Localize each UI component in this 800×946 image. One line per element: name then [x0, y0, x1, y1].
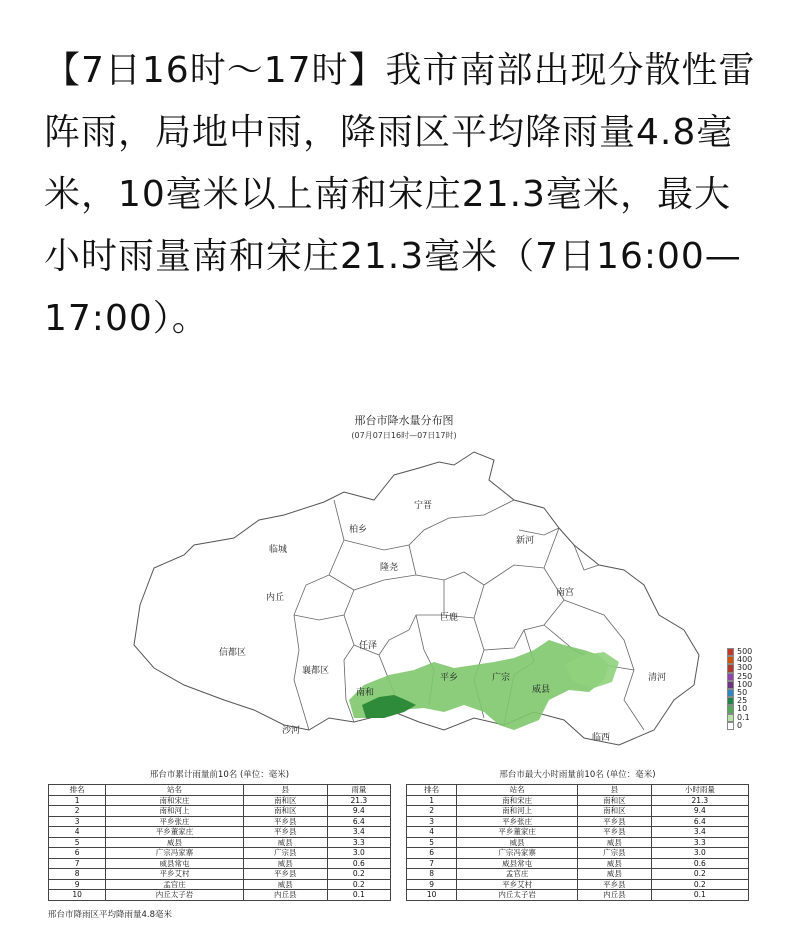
- hourly-table-title: 邢台市最大小时雨量前10名 (单位：毫米): [499, 770, 656, 780]
- table-header-row: [407, 785, 749, 796]
- table-row: [49, 816, 391, 827]
- table-cell: 平乡张庄: [106, 816, 244, 827]
- table-cell: 5: [407, 837, 457, 848]
- label-qinghe: 清河: [648, 673, 667, 683]
- legend-swatch: [727, 664, 734, 672]
- table-cell: 威县: [106, 837, 244, 848]
- table-cell: 威县: [457, 837, 578, 848]
- table-cell: 10: [407, 890, 457, 901]
- label-nanhe: 南和: [356, 688, 375, 698]
- table-cell: 21.3: [651, 795, 748, 806]
- table-header-cell: 县: [577, 785, 651, 796]
- table-cell: 平乡县: [243, 869, 327, 880]
- table-row: [49, 890, 391, 901]
- table-cell: 平乡张庄: [457, 816, 578, 827]
- table-cell: 4: [49, 827, 106, 838]
- table-cell: 南和河上: [106, 806, 244, 817]
- legend-row: [727, 722, 767, 730]
- average-rainfall-note: 邢台市降雨区平均降雨量4.8毫米: [48, 910, 173, 920]
- label-guangzong: 广宗: [492, 673, 511, 683]
- table-row: [49, 795, 391, 806]
- table-header-cell: 县: [243, 785, 327, 796]
- table-cell: 南和区: [243, 795, 327, 806]
- legend-row: [727, 689, 767, 697]
- table-cell: 平乡县: [577, 827, 651, 838]
- legend-value: 0: [737, 720, 743, 730]
- legend-value: 300: [737, 663, 753, 673]
- legend-swatch: [727, 681, 734, 689]
- label-weixian: 威县: [532, 685, 551, 695]
- label-neiqiu: 内丘: [266, 593, 285, 603]
- table-cell: 孟官庄: [106, 879, 244, 890]
- legend-row: [727, 697, 767, 705]
- table-cell: 0.2: [651, 879, 748, 890]
- legend-row: [727, 714, 767, 722]
- table-row: [49, 837, 391, 848]
- table-cell: 广宗县: [577, 848, 651, 859]
- table-cell: 0.2: [327, 879, 390, 890]
- table-cell: 2: [49, 806, 106, 817]
- table-cell: 1: [49, 795, 106, 806]
- table-cell: 9.4: [651, 806, 748, 817]
- table-row: [407, 816, 749, 827]
- table-header-cell: 站名: [457, 785, 578, 796]
- table-cell: 6: [49, 848, 106, 859]
- table-header-row: [49, 785, 391, 796]
- label-nangong: 南宫: [556, 588, 575, 598]
- table-header-cell: 排名: [407, 785, 457, 796]
- table-cell: 3.0: [651, 848, 748, 859]
- table-cell: 平乡县: [577, 879, 651, 890]
- table-cell: 9: [49, 879, 106, 890]
- headline-text: 【7日16时～17时】我市南部出现分散性雷阵雨，局地中雨，降雨区平均降雨量4.8毫米，10毫米以上南和宋庄21.3毫米，最大小时雨量南和宋庄21.3毫米（7日16:00—17:00）。: [44, 50, 756, 339]
- table-cell: 0.2: [651, 869, 748, 880]
- table-cell: 0.1: [651, 890, 748, 901]
- table-cell: 4: [407, 827, 457, 838]
- legend-value: 250: [737, 671, 753, 681]
- table-cell: 威县: [577, 837, 651, 848]
- table-cell: 南和宋庄: [106, 795, 244, 806]
- table-cell: 6.4: [327, 816, 390, 827]
- hourly-table: [406, 784, 749, 901]
- table-cell: 3.3: [327, 837, 390, 848]
- rainfall-figure: [44, 400, 764, 940]
- table-cell: 8: [49, 869, 106, 880]
- legend-swatch: [727, 714, 734, 722]
- table-cell: 威县: [243, 879, 327, 890]
- table-cell: 南和河上: [457, 806, 578, 817]
- table-cell: 内丘县: [243, 890, 327, 901]
- table-cell: 3: [49, 816, 106, 827]
- table-cell: 平乡董家庄: [457, 827, 578, 838]
- cumulative-table-title: 邢台市累计雨量前10名 (单位：毫米): [149, 770, 290, 780]
- legend-swatch: [727, 648, 734, 656]
- label-julu: 巨鹿: [440, 613, 459, 623]
- table-row: [407, 806, 749, 817]
- table-cell: 广宗冯家寨: [106, 848, 244, 859]
- table-row: [407, 827, 749, 838]
- table-cell: 21.3: [327, 795, 390, 806]
- table-cell: 内丘县: [577, 890, 651, 901]
- table-cell: 南和区: [243, 806, 327, 817]
- table-row: [407, 795, 749, 806]
- label-pingxiang: 平乡: [440, 673, 459, 683]
- table-cell: 3.0: [327, 848, 390, 859]
- legend-value: 500: [737, 647, 753, 657]
- table-cell: 3.3: [651, 837, 748, 848]
- table-cell: 内丘太子岩: [106, 890, 244, 901]
- table-cell: 平乡县: [243, 827, 327, 838]
- table-cell: 10: [49, 890, 106, 901]
- table-cell: 内丘太子岩: [457, 890, 578, 901]
- table-row: [407, 879, 749, 890]
- table-row: [49, 848, 391, 859]
- label-longyao: 隆尧: [380, 563, 399, 573]
- table-cell: 9: [407, 879, 457, 890]
- table-cell: 0.1: [327, 890, 390, 901]
- map-subtitle: (07月07日16时—07日17时): [351, 431, 457, 440]
- table-cell: 平乡县: [577, 816, 651, 827]
- legend-value: 0.1: [737, 712, 750, 722]
- table-cell: 平乡艾村: [106, 869, 244, 880]
- legend-swatch: [727, 697, 734, 705]
- table-cell: 威县: [577, 858, 651, 869]
- table-cell: 6: [407, 848, 457, 859]
- table-row: [407, 858, 749, 869]
- table-row: [407, 848, 749, 859]
- table-header-cell: 小时雨量: [651, 785, 748, 796]
- table-cell: 3.4: [327, 827, 390, 838]
- legend-value: 10: [737, 704, 748, 714]
- table-cell: 威县常屯: [457, 858, 578, 869]
- county-map: [44, 400, 764, 760]
- label-baixiang: 柏乡: [349, 525, 368, 535]
- table-cell: 7: [407, 858, 457, 869]
- cumulative-table: [48, 784, 391, 901]
- table-row: [49, 858, 391, 869]
- legend-swatch: [727, 722, 734, 730]
- label-renze: 任泽: [359, 641, 378, 651]
- cumulative-table-block: [48, 768, 391, 901]
- table-cell: 孟官庄: [457, 869, 578, 880]
- legend-swatch: [727, 656, 734, 664]
- table-row: [407, 837, 749, 848]
- table-row: [49, 869, 391, 880]
- table-cell: 威县常屯: [106, 858, 244, 869]
- hourly-table-block: [406, 768, 749, 901]
- legend-swatch: [727, 673, 734, 681]
- legend-value: 400: [737, 655, 753, 665]
- legend-value: 50: [737, 688, 748, 698]
- label-xiangdu: 襄都区: [302, 666, 330, 676]
- table-cell: 平乡县: [243, 816, 327, 827]
- table-row: [49, 879, 391, 890]
- rainfall-legend: [727, 648, 767, 730]
- table-cell: 0.2: [327, 869, 390, 880]
- legend-value: 25: [737, 696, 748, 706]
- table-cell: 广宗县: [243, 848, 327, 859]
- legend-swatch: [727, 705, 734, 713]
- table-row: [407, 890, 749, 901]
- table-row: [49, 827, 391, 838]
- table-cell: 3.4: [651, 827, 748, 838]
- table-cell: 6.4: [651, 816, 748, 827]
- table-cell: 3: [407, 816, 457, 827]
- label-xindu: 信都区: [219, 648, 247, 658]
- table-cell: 9.4: [327, 806, 390, 817]
- label-shahe: 沙河: [282, 726, 301, 736]
- table-cell: 5: [49, 837, 106, 848]
- table-cell: 1: [407, 795, 457, 806]
- label-lincheng: 临城: [269, 545, 288, 555]
- table-header-cell: 排名: [49, 785, 106, 796]
- table-cell: 2: [407, 806, 457, 817]
- table-cell: 平乡董家庄: [106, 827, 244, 838]
- table-cell: 南和区: [577, 806, 651, 817]
- table-cell: 威县: [243, 837, 327, 848]
- label-linxi: 临西: [592, 733, 611, 743]
- legend-value: 100: [737, 679, 753, 689]
- table-cell: 7: [49, 858, 106, 869]
- legend-row: [727, 681, 767, 689]
- map-title: 邢台市降水量分布图: [354, 414, 454, 427]
- table-row: [49, 806, 391, 817]
- table-header-cell: 站名: [106, 785, 244, 796]
- table-cell: 8: [407, 869, 457, 880]
- table-cell: 广宗冯家寨: [457, 848, 578, 859]
- table-cell: 威县: [243, 858, 327, 869]
- table-cell: 0.6: [327, 858, 390, 869]
- table-cell: 0.6: [651, 858, 748, 869]
- table-row: [407, 869, 749, 880]
- table-header-cell: 雨量: [327, 785, 390, 796]
- label-xinhe: 新河: [516, 536, 535, 546]
- label-ningjin: 宁晋: [414, 501, 433, 511]
- table-cell: 威县: [577, 869, 651, 880]
- table-cell: 南和宋庄: [457, 795, 578, 806]
- table-cell: 南和区: [577, 795, 651, 806]
- table-cell: 平乡艾村: [457, 879, 578, 890]
- legend-swatch: [727, 689, 734, 697]
